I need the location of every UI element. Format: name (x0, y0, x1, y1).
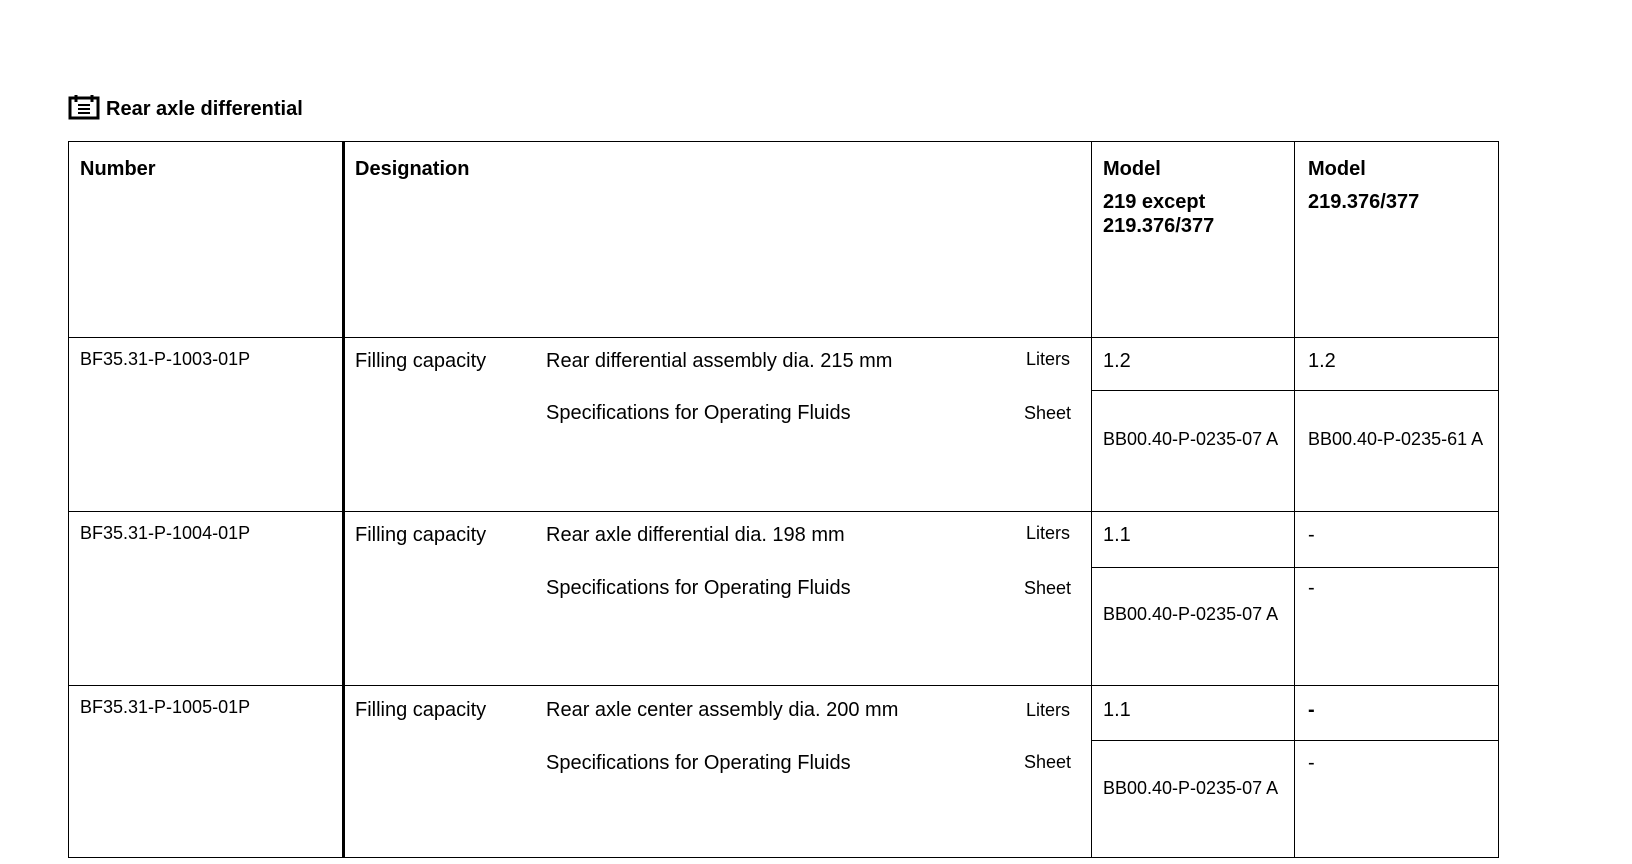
row3-model1-value1: 1.1 (1103, 699, 1131, 721)
page-title: Rear axle differential (106, 97, 303, 120)
row1-model1-value2: BB00.40-P-0235-07 A (1103, 429, 1279, 449)
row2-spec1: Rear axle differential dia. 198 mm (546, 524, 845, 546)
header-number: Number (80, 158, 156, 180)
header-model2-label: Model (1308, 158, 1366, 180)
header-model2-value: 219.376/377 (1308, 191, 1420, 213)
row1-unit2: Sheet (1024, 403, 1072, 423)
row2-model1-value2: BB00.40-P-0235-07 A (1103, 604, 1279, 624)
header-model1-label: Model (1103, 158, 1161, 180)
header-designation: Designation (355, 158, 470, 180)
row3-model1-value2: BB00.40-P-0235-07 A (1103, 778, 1279, 798)
header-model1-value: 219 except 219.376/377 (1103, 191, 1215, 237)
row3-unit1: Liters (1026, 700, 1071, 720)
row1-number: BF35.31-P-1003-01P (80, 349, 251, 369)
row2-unit1: Liters (1026, 523, 1071, 543)
row2-unit2: Sheet (1024, 578, 1072, 598)
row3-designation: Filling capacity (355, 699, 487, 721)
row3-unit2: Sheet (1024, 752, 1072, 772)
row1-model2-value1: 1.2 (1308, 350, 1336, 372)
spec-table (68, 141, 1499, 858)
row1-model1-value1: 1.2 (1103, 350, 1131, 372)
row1-unit1: Liters (1026, 349, 1071, 369)
row2-model2-value1: - (1308, 524, 1315, 546)
row3-spec1: Rear axle center assembly dia. 200 mm (546, 699, 899, 721)
section-title (68, 92, 303, 122)
row2-model1-value1: 1.1 (1103, 524, 1131, 546)
document-icon (68, 93, 100, 121)
row3-number: BF35.31-P-1005-01P (80, 697, 251, 717)
row2-number: BF35.31-P-1004-01P (80, 523, 251, 543)
row3-spec2: Specifications for Operating Fluids (546, 752, 851, 774)
row2-model2-value2: - (1308, 577, 1315, 599)
row2-spec2: Specifications for Operating Fluids (546, 577, 851, 599)
row1-spec1: Rear differential assembly dia. 215 mm (546, 350, 893, 372)
row1-designation: Filling capacity (355, 350, 487, 372)
row3-model2-value2: - (1308, 752, 1315, 774)
row3-model2-value1: - (1308, 699, 1315, 721)
row1-spec2: Specifications for Operating Fluids (546, 402, 851, 424)
row1-model2-value2: BB00.40-P-0235-61 A (1308, 429, 1484, 449)
row2-designation: Filling capacity (355, 524, 487, 546)
